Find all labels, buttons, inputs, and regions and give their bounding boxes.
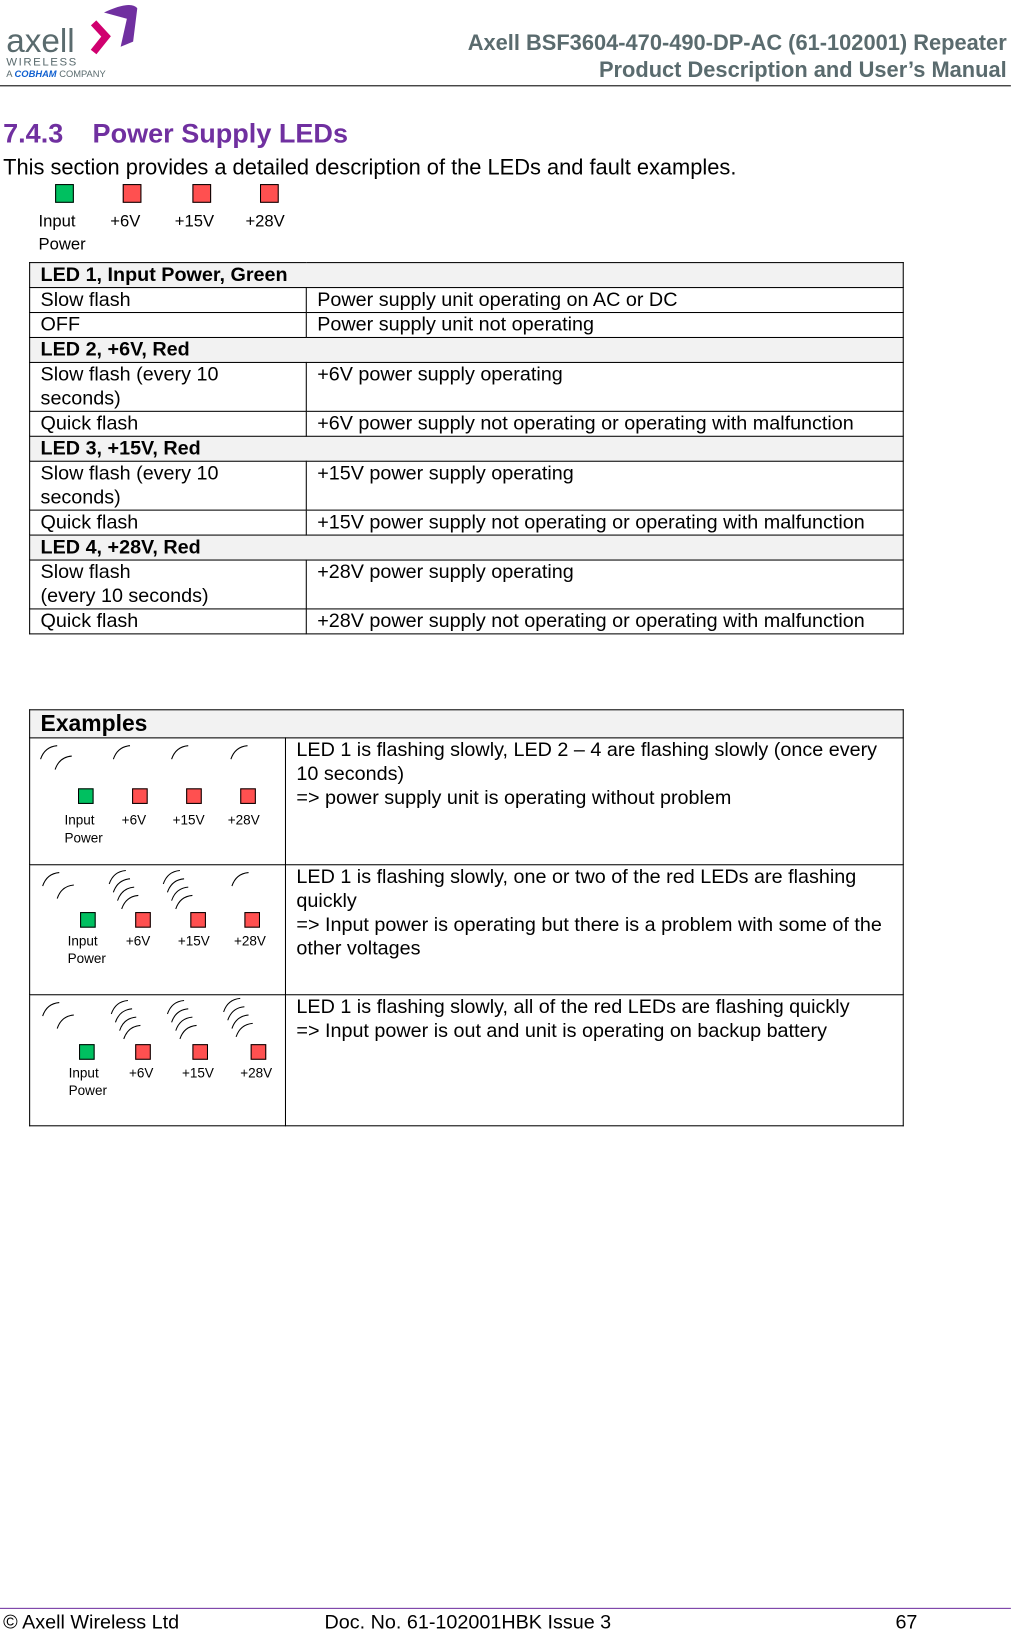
led-label-6v: +6V <box>110 213 141 231</box>
svg-text:axell: axell <box>6 23 75 60</box>
intro-text: This section provides a detailed description of the LEDs and fault examples. <box>3 156 737 180</box>
table-section-header: LED 3, +15V, Red <box>30 436 904 461</box>
section-title: Power Supply LEDs <box>92 117 348 149</box>
led-6v <box>135 1044 151 1060</box>
svg-text:WIRELESS: WIRELESS <box>6 56 78 69</box>
example-row: Input Power +6V +15V +28V LED 1 is flashing slowly, one or two of the red LEDs are flashing quickly => Input power is operating but there is a problem with some of the other voltages <box>30 865 904 995</box>
example-diagram: Input Power +6V +15V +28V <box>30 738 286 865</box>
led-label-input: Input Power <box>38 213 86 254</box>
table-row: Quick flash +6V power supply not operating or operating with malfunction <box>30 411 904 436</box>
led-15v <box>192 1044 208 1060</box>
led-15v <box>192 184 211 203</box>
led-6v <box>135 912 151 928</box>
footer-divider <box>0 1608 1011 1609</box>
led-input-power <box>80 912 96 928</box>
example-row: Input Power +6V +15V +28V LED 1 is flashing slowly, all of the red LEDs are flashing quickly => Input power is out and unit is operating on backup battery <box>30 995 904 1126</box>
led-28v <box>244 912 260 928</box>
table-section-header: LED 2, +6V, Red <box>30 337 904 362</box>
header-divider <box>0 85 1011 86</box>
flash-marks-icon <box>30 865 285 994</box>
page-number: 67 <box>895 1612 918 1634</box>
header-title-line2: Product Description and User’s Manual <box>598 58 1007 83</box>
example-diagram: Input Power +6V +15V +28V <box>30 865 286 995</box>
led-15v <box>190 912 206 928</box>
table-section-header: LED 1, Input Power, Green <box>30 263 904 288</box>
led-input-power <box>79 1044 95 1060</box>
examples-table <box>29 709 904 1126</box>
led-description-table <box>29 262 904 634</box>
footer-doc-number: Doc. No. 61-102001HBK Issue 3 <box>324 1612 612 1634</box>
table-section-header: LED 4, +28V, Red <box>30 535 904 560</box>
table-row: Quick flash +28V power supply not operating or operating with malfunction <box>30 609 904 634</box>
table-row: Slow flash Power supply unit operating on AC or DC <box>30 288 904 313</box>
led-label-28v: +28V <box>245 213 285 231</box>
led-28v <box>251 1044 267 1060</box>
led-input-power <box>78 788 94 804</box>
table-row: Quick flash +15V power supply not operating or operating with malfunction <box>30 510 904 535</box>
axell-wireless-logo <box>6 0 141 83</box>
footer-copyright: © Axell Wireless Ltd <box>3 1612 180 1634</box>
example-diagram: Input Power +6V +15V +28V <box>30 995 286 1126</box>
section-heading <box>3 118 348 150</box>
led-input-power <box>55 184 74 203</box>
section-number: 7.4.3 <box>3 117 64 149</box>
table-row: Slow flash (every 10 seconds) +28V power supply operating <box>30 560 904 609</box>
examples-header: Examples <box>30 710 904 738</box>
flash-marks-icon <box>30 995 285 1125</box>
table-row: Slow flash (every 10 seconds) +6V power supply operating <box>30 362 904 411</box>
led-6v <box>132 788 148 804</box>
header-title-line1: Axell BSF3604-470-490-DP-AC (61-102001) Repeater <box>467 31 1007 56</box>
led-15v <box>186 788 202 804</box>
led-28v <box>240 788 256 804</box>
table-row: Slow flash (every 10 seconds) +15V power supply operating <box>30 461 904 510</box>
svg-text:A COBHAM COMPANY: A COBHAM COMPANY <box>6 68 106 79</box>
example-row: Input Power +6V +15V +28V LED 1 is flashing slowly, LED 2 – 4 are flashing slowly (once every 10 seconds) => power supply unit is operating without problem <box>30 738 904 865</box>
led-6v <box>123 184 142 203</box>
led-label-15v: +15V <box>174 213 215 231</box>
table-row: OFF Power supply unit not operating <box>30 313 904 338</box>
led-28v <box>260 184 279 203</box>
